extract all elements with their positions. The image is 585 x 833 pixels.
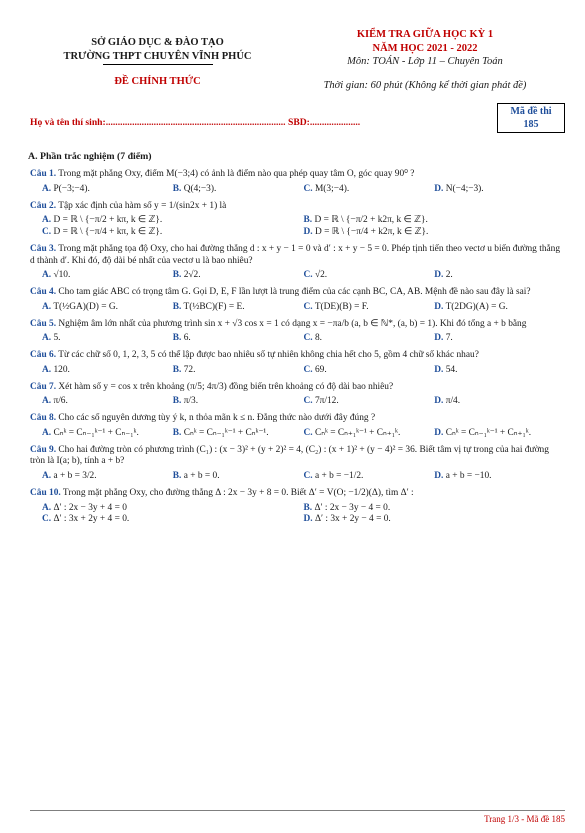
exam-time: Thời gian: 60 phút (Không kể thời gian phát đề): [323, 79, 527, 91]
option-key: B.: [172, 364, 182, 375]
school-year: NĂM HỌC 2021 - 2022: [372, 42, 478, 54]
question-10: [30, 488, 565, 526]
question-5: [30, 319, 565, 346]
question-text: Trong mặt phẳng Oxy, điểm M(−3;4) có ảnh là điểm nào qua phép quay tâm O, góc quay 90⁰ ?: [58, 169, 415, 180]
student-info-field: Họ và tên thí sinh:........................................................................... SBD:.....................: [30, 117, 361, 128]
question-number: Câu 8.: [30, 413, 57, 424]
answer-option: [173, 428, 304, 440]
question-text: Cho tam giác ABC có trọng tâm G. Gọi D, E, F lần lượt là trung điểm của các cạnh BC, CA, AB. Mệnh đề nào sau đây là sai?: [58, 287, 531, 298]
answer-option: [42, 514, 304, 526]
answer-options: [42, 396, 565, 408]
option-text: 120.: [53, 364, 70, 375]
section-title: A. Phần trắc nghiệm (7 điểm): [28, 151, 152, 162]
answer-options: [42, 333, 565, 345]
answer-option: [173, 365, 304, 377]
option-text: D = ℝ \ {−π/4 + kπ, k ∈ ℤ}.: [53, 227, 163, 238]
option-text: D = ℝ \ {−π/2 + kπ, k ∈ ℤ}.: [53, 215, 163, 226]
answer-option: [42, 471, 173, 483]
answer-options: [42, 270, 565, 282]
option-key: C.: [42, 227, 52, 238]
option-key: A.: [42, 215, 52, 226]
answer-options: [42, 503, 565, 527]
option-key: A.: [42, 333, 52, 344]
option-key: C.: [42, 514, 52, 525]
question-stem: [30, 488, 565, 500]
option-key: C.: [303, 301, 313, 312]
option-key: C.: [303, 364, 313, 375]
answer-option: [434, 270, 565, 282]
option-key: A.: [42, 502, 52, 513]
option-text: Cₙᵏ = Cₙ₋₁ᵏ⁻¹ + Cₙ₊₁ᵏ.: [445, 427, 532, 438]
question-text: Trong mặt phẳng Oxy, cho đường thẳng Δ : 2x − 3y + 8 = 0. Biết Δ′ = V(O; −1/2)(Δ), tìm Δ′ :: [62, 487, 414, 498]
option-text: N(−4;−3).: [445, 183, 484, 194]
option-text: 2.: [445, 270, 453, 281]
option-text: Cₙᵏ = Cₙ₋₁ᵏ⁻¹ + Cₙᵏ⁻¹.: [183, 427, 269, 438]
option-text: a + b = −10.: [445, 471, 492, 482]
option-key: D.: [434, 270, 444, 281]
answer-option: [434, 333, 565, 345]
option-key: B.: [172, 471, 182, 482]
answer-option: [304, 302, 435, 314]
answer-option: [42, 333, 173, 345]
option-text: 6.: [183, 333, 191, 344]
question-number: Câu 4.: [30, 287, 57, 298]
answer-option: [42, 270, 173, 282]
answer-option: [304, 428, 435, 440]
department: SỞ GIÁO DỤC & ĐÀO TẠO: [91, 37, 224, 48]
school-name: TRƯỜNG THPT CHUYÊN VĨNH PHÚC: [63, 50, 252, 62]
answer-options: [42, 215, 565, 239]
answer-option: [434, 302, 565, 314]
option-key: C.: [303, 270, 313, 281]
option-text: 72.: [183, 364, 196, 375]
option-key: B.: [172, 301, 182, 312]
option-text: Δ′ : 3x + 2y + 4 = 0.: [53, 514, 130, 525]
answer-option: [434, 184, 565, 196]
exam-header: [30, 8, 565, 103]
question-stem: [30, 201, 565, 213]
answer-option: [42, 396, 173, 408]
option-text: 5.: [53, 333, 61, 344]
option-text: D = ℝ \ {−π/4 + k2π, k ∈ ℤ}.: [314, 227, 429, 238]
answer-option: [42, 215, 304, 227]
option-key: C.: [303, 333, 313, 344]
answer-option: [304, 333, 435, 345]
answer-option: [173, 302, 304, 314]
option-key: C.: [303, 396, 313, 407]
option-text: √2.: [314, 270, 328, 281]
question-number: Câu 3.: [30, 243, 57, 254]
student-line: [30, 103, 565, 137]
option-key: A.: [42, 301, 52, 312]
option-text: 7.: [445, 333, 453, 344]
question-text: Cho các số nguyên dương tùy ý k, n thỏa mãn k ≤ n. Đẳng thức nào dưới đây đúng ?: [58, 413, 376, 424]
answer-option: [42, 428, 173, 440]
answer-option: [42, 302, 173, 314]
question-stem: [30, 413, 565, 425]
answer-option: [42, 365, 173, 377]
option-text: M(3;−4).: [314, 183, 350, 194]
option-text: T(½GA)(D) = G.: [53, 301, 118, 312]
option-text: √10.: [53, 270, 71, 281]
answer-option: [304, 227, 566, 239]
option-key: D.: [303, 227, 313, 238]
option-key: A.: [42, 270, 52, 281]
answer-option: [304, 514, 566, 526]
question-number: Câu 1.: [30, 169, 57, 180]
option-key: D.: [434, 427, 444, 438]
answer-option: [304, 215, 566, 227]
option-text: T(½BC)(F) = E.: [183, 301, 245, 312]
exam-title: KIỂM TRA GIỮA HỌC KỲ 1: [356, 29, 494, 40]
question-text: Trong mặt phẳng tọa độ Oxy, cho hai đường thẳng d : x + y − 1 = 0 và d′ : x + y − 5 = 0. Phép tịnh tiến theo vectơ u biến đường thẳng d thành d′. Khi đó, độ dài bé nhất của vectơ u là bao nhiêu?: [30, 243, 561, 266]
option-text: Cₙᵏ = Cₙ₊₁ᵏ⁻¹ + Cₙ₊₁ᵏ.: [314, 427, 401, 438]
exam-code-label: Mã đề thi: [510, 106, 552, 117]
question-text: Cho hai đường tròn có phương trình (C₁) : (x − 3)² + (y + 2)² = 4, (C₂) : (x + 1)² + (y − 4)² = 36. Biết tâm vị tự trong của hai đường tròn là I(a; b), tính a + b?: [30, 444, 549, 467]
question-text: Xét hàm số y = cos x trên khoảng (π/5; 4π/3) đồng biến trên khoảng có độ dài bao nhiêu?: [58, 381, 394, 392]
option-key: C.: [303, 471, 313, 482]
question-number: Câu 9.: [30, 444, 57, 455]
answer-options: [42, 302, 565, 314]
option-text: Δ′ : 2x − 3y + 4 = 0: [53, 502, 127, 513]
page-footer: Trang 1/3 - Mã đề 185: [30, 810, 565, 825]
answer-option: [434, 365, 565, 377]
option-key: D.: [434, 333, 444, 344]
option-key: C.: [303, 183, 313, 194]
option-key: B.: [172, 396, 182, 407]
question-8: [30, 413, 565, 440]
answer-option: [42, 184, 173, 196]
answer-option: [173, 184, 304, 196]
question-stem: [30, 382, 565, 394]
option-text: π/3.: [183, 396, 199, 407]
answer-option: [304, 184, 435, 196]
option-key: A.: [42, 183, 52, 194]
option-key: A.: [42, 471, 52, 482]
option-text: 7π/12.: [314, 396, 339, 407]
exam-info-block: [285, 28, 565, 93]
question-list: [30, 169, 565, 526]
question-3: [30, 244, 565, 282]
option-text: Δ′ : 3x + 2y − 4 = 0.: [314, 514, 391, 525]
answer-option: [173, 333, 304, 345]
answer-option: [434, 428, 565, 440]
option-key: B.: [303, 215, 313, 226]
option-text: 69.: [314, 364, 327, 375]
question-stem: [30, 169, 565, 181]
option-text: a + b = 3/2.: [53, 471, 97, 482]
option-key: B.: [172, 183, 182, 194]
option-key: A.: [42, 396, 52, 407]
answer-option: [42, 227, 304, 239]
option-text: D = ℝ \ {−π/2 + k2π, k ∈ ℤ}.: [314, 215, 428, 226]
option-key: B.: [172, 427, 182, 438]
question-stem: [30, 350, 565, 362]
school-block: [30, 36, 285, 89]
question-text: Từ các chữ số 0, 1, 2, 3, 5 có thể lập được bao nhiêu số tự nhiên không chia hết cho 5, gồm 4 chữ số khác nhau?: [58, 350, 479, 361]
exam-code: 185: [523, 119, 539, 130]
option-key: B.: [172, 333, 182, 344]
option-key: D.: [434, 301, 444, 312]
exam-code-box: [497, 103, 565, 133]
answer-option: [304, 365, 435, 377]
official-label: ĐỀ CHÍNH THỨC: [114, 76, 201, 88]
answer-option: [173, 471, 304, 483]
header-rule: [103, 64, 213, 65]
option-text: π/4.: [445, 396, 461, 407]
question-text: Tập xác định của hàm số y = 1/(sin2x + 1) là: [58, 200, 227, 211]
option-key: A.: [42, 427, 52, 438]
option-text: π/6.: [53, 396, 68, 407]
option-text: 54.: [445, 364, 458, 375]
option-text: T(DE)(B) = F.: [314, 301, 369, 312]
question-text: Nghiệm âm lớn nhất của phương trình sin x + √3 cos x = 1 có dạng x = −πa/b (a, b ∈ ℕ*, (a, b) = 1). Khi đó tổng a + b bằng: [58, 318, 527, 329]
option-text: Δ′ : 2x − 3y − 4 = 0.: [314, 502, 391, 513]
option-key: B.: [172, 270, 182, 281]
answer-options: [42, 471, 565, 483]
option-text: Q(4;−3).: [183, 183, 217, 194]
question-9: [30, 445, 565, 483]
option-key: D.: [434, 364, 444, 375]
question-stem: [30, 445, 565, 469]
option-text: Cₙᵏ = Cₙ₋₁ᵏ⁻¹ + Cₙ₋₁ᵏ.: [53, 427, 139, 438]
answer-option: [304, 503, 566, 515]
option-key: B.: [303, 502, 313, 513]
question-7: [30, 382, 565, 409]
answer-options: [42, 428, 565, 440]
option-text: T(2DG)(A) = G.: [445, 301, 508, 312]
question-1: [30, 169, 565, 196]
option-text: a + b = −1/2.: [314, 471, 364, 482]
answer-option: [434, 396, 565, 408]
option-key: C.: [303, 427, 313, 438]
question-2: [30, 201, 565, 239]
option-key: D.: [434, 471, 444, 482]
question-6: [30, 350, 565, 377]
answer-option: [434, 471, 565, 483]
answer-option: [173, 396, 304, 408]
option-text: a + b = 0.: [183, 471, 220, 482]
question-number: Câu 2.: [30, 200, 57, 211]
option-key: D.: [434, 183, 444, 194]
question-number: Câu 6.: [30, 350, 57, 361]
option-text: P(−3;−4).: [53, 183, 90, 194]
question-stem: [30, 287, 565, 299]
option-text: 2√2.: [183, 270, 201, 281]
question-number: Câu 10.: [30, 487, 61, 498]
answer-option: [42, 503, 304, 515]
answer-options: [42, 184, 565, 196]
option-key: D.: [303, 514, 313, 525]
answer-options: [42, 365, 565, 377]
option-key: D.: [434, 396, 444, 407]
answer-option: [304, 471, 435, 483]
question-number: Câu 7.: [30, 381, 57, 392]
answer-option: [304, 396, 435, 408]
option-key: A.: [42, 364, 52, 375]
question-4: [30, 287, 565, 314]
question-number: Câu 5.: [30, 318, 57, 329]
answer-option: [173, 270, 304, 282]
question-stem: [30, 244, 565, 268]
exam-subject: Môn: TOÁN - Lớp 11 – Chuyên Toán: [347, 56, 503, 68]
answer-option: [304, 270, 435, 282]
option-text: 8.: [314, 333, 322, 344]
question-stem: [30, 319, 565, 331]
